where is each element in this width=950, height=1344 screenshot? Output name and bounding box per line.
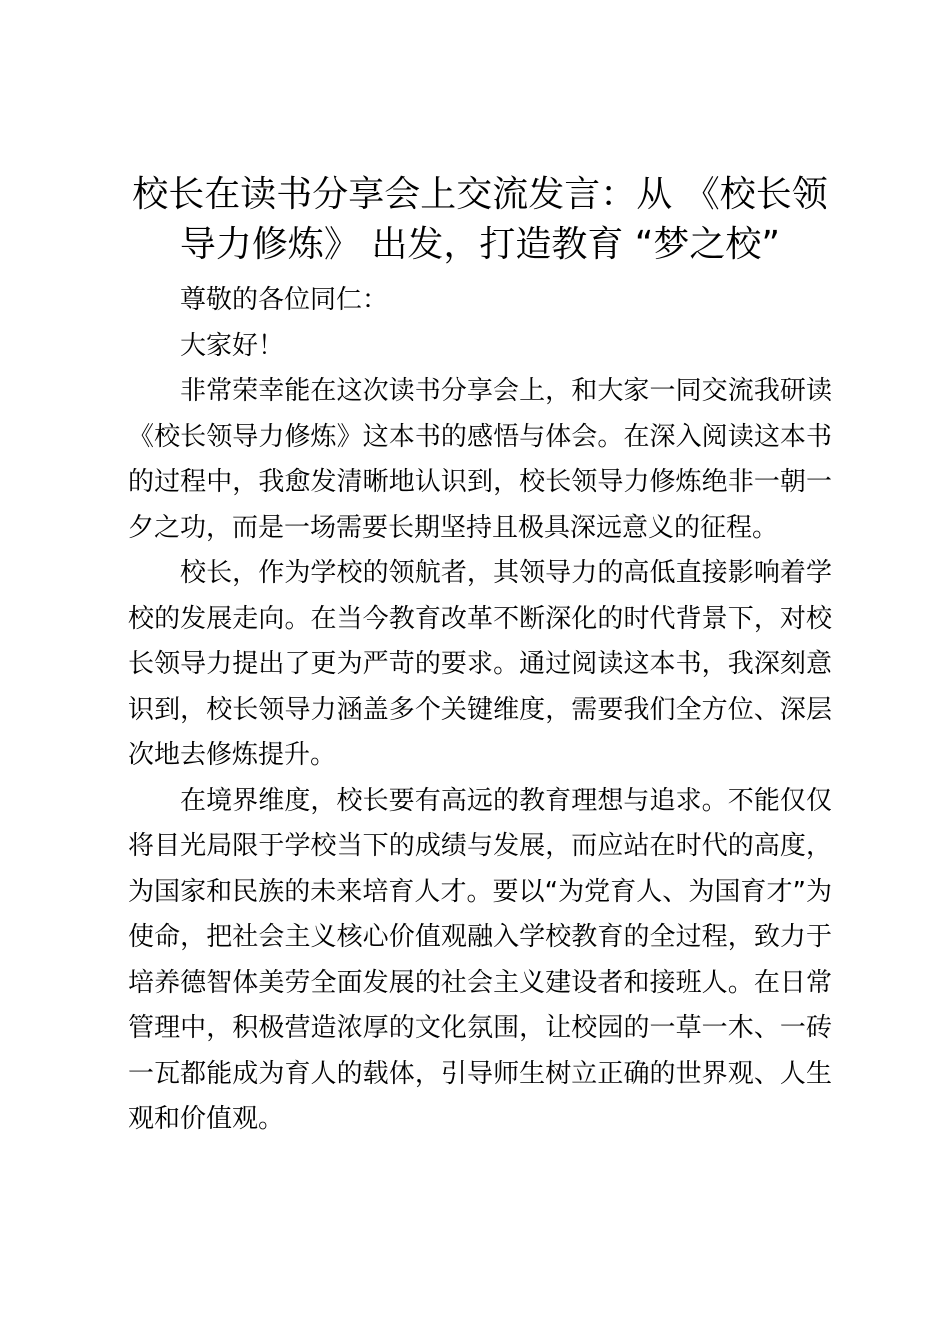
paragraph: 校长，作为学校的领航者，其领导力的高低直接影响着学校的发展走向。在当今教育改革不断深化的时代背景下，对校长领导力提出了更为严苛的要求。通过阅读这本书，我深刻意识到，校长领导力涵盖多个关键维度，需要我们全方位、深层次地去修炼提升。 [128,558,832,770]
paragraph: 非常荣幸能在这次读书分享会上，和大家一同交流我研读《校长领导力修炼》这本书的感悟与体会。在深入阅读这本书的过程中，我愈发清晰地认识到，校长领导力修炼绝非一朝一夕之功，而是一场需要长期坚持且极具深远意义的征程。 [128,376,832,543]
salutation: 尊敬的各位同仁： [180,285,389,315]
document-body [128,278,832,1143]
greeting: 大家好！ [180,330,285,361]
document-title: 校长在读书分享会上交流发言：从 《校长领导力修炼》 出发，打造教育 “梦之校” [132,174,828,265]
paragraph: 在境界维度，校长要有高远的教育理想与追求。不能仅仅将目光局限于学校当下的成绩与发展，而应站在时代的高度，为国家和民族的未来培育人才。要以“为党育人、为国育才”为使命，把社会主义核心价值观融入学校教育的全过程，致力于培养德智体美劳全面发展的社会主义建设者和接班人。在日常管理中，积极营造浓厚的文化氛围，让校园的一草一木、一砖一瓦都能成为育人的载体，引导师生树立正确的世界观、人生观和价值观。 [128,785,832,1134]
